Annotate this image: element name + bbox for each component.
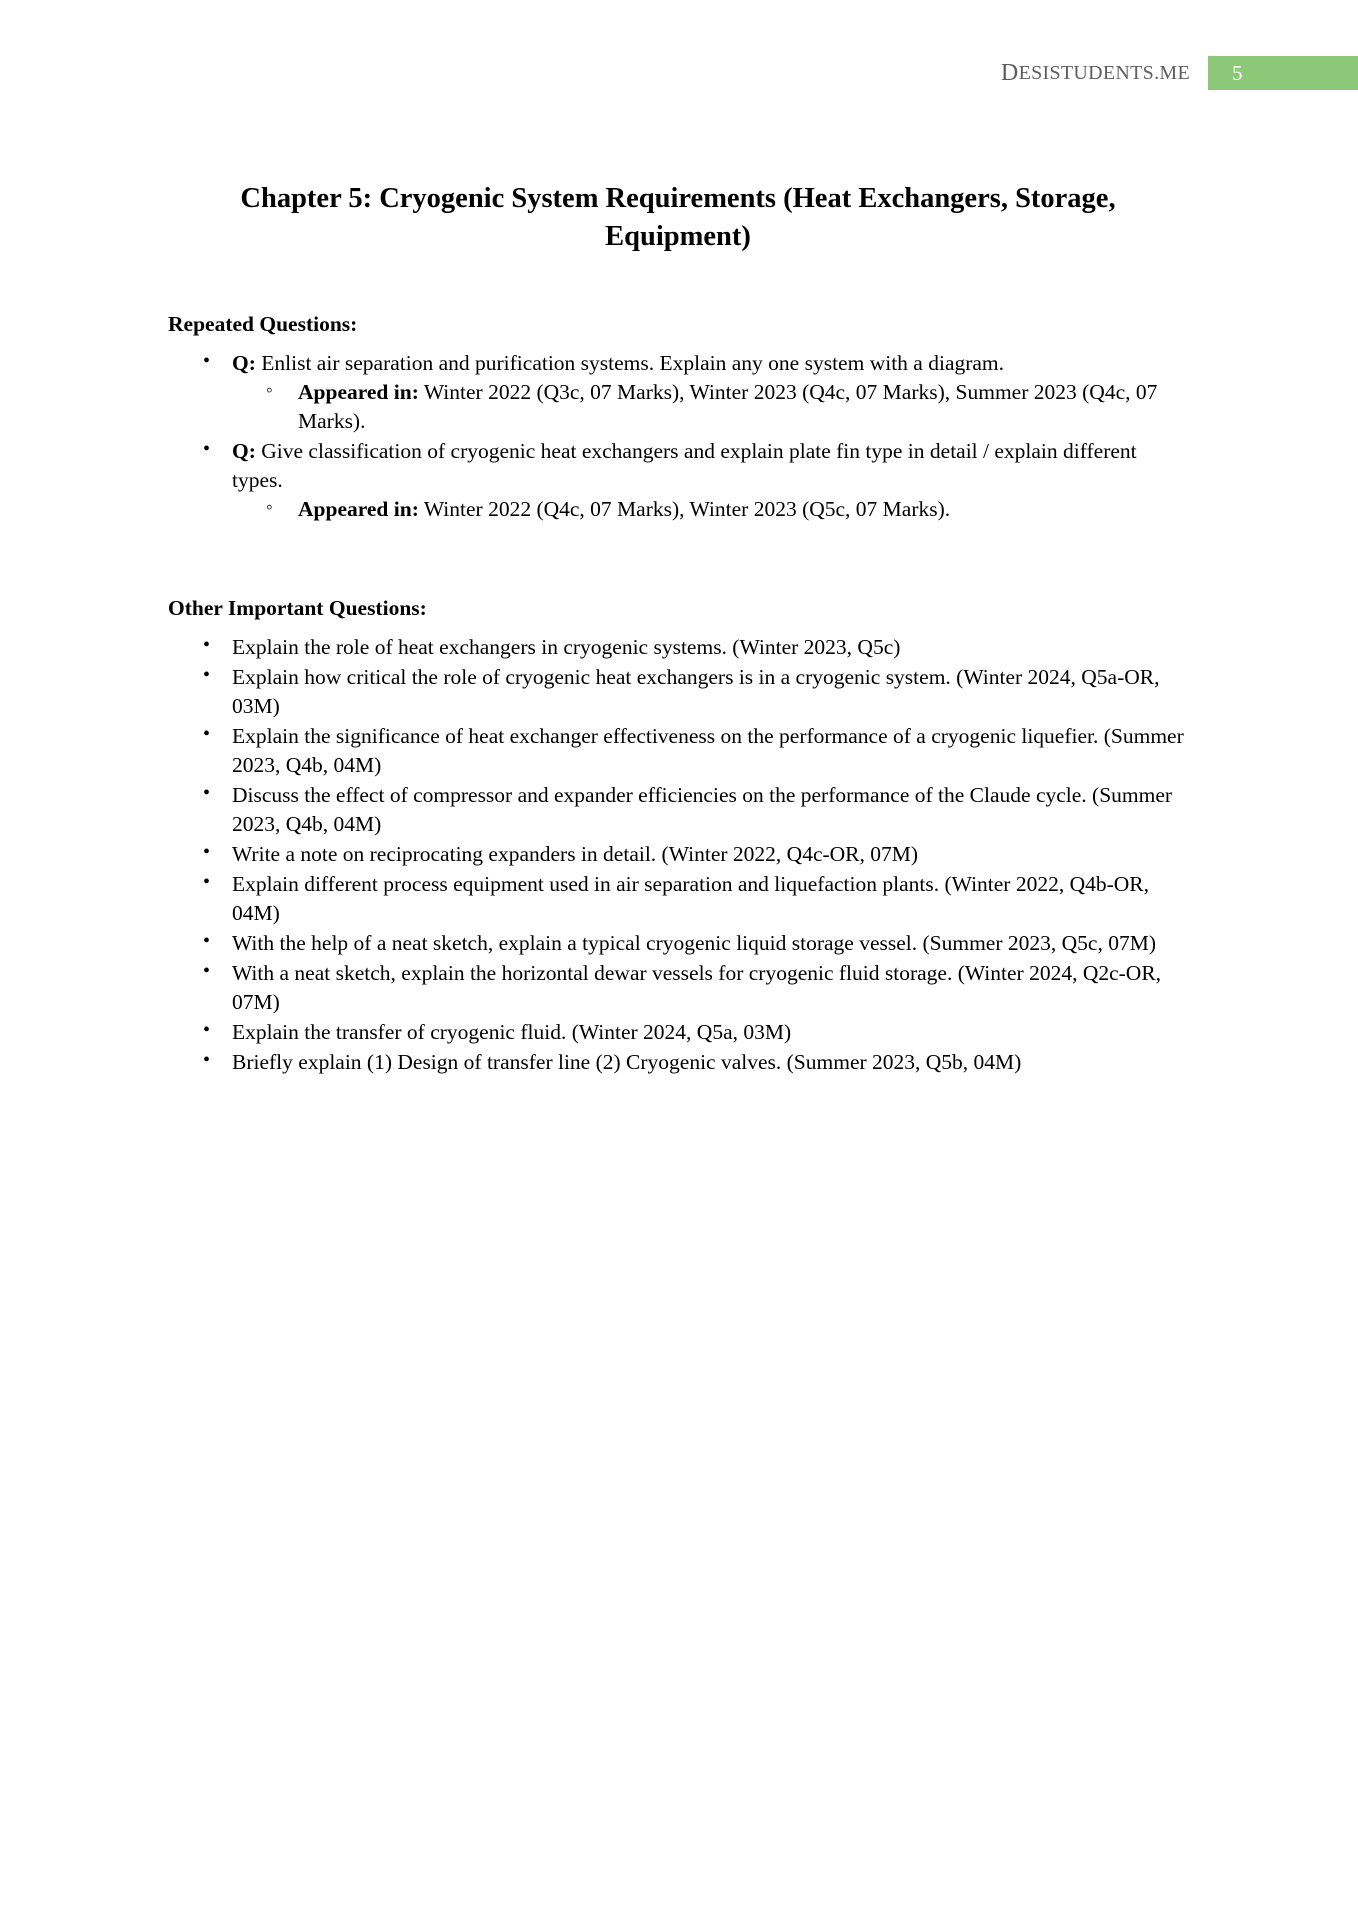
list-item — [168, 1018, 1188, 1047]
other-questions-heading: Other Important Questions: — [168, 595, 427, 620]
question-text: Explain the role of heat exchangers in cryogenic systems. (Winter 2023, Q5c) — [232, 634, 901, 659]
question-text: Explain the significance of heat exchanger effectiveness on the performance of a cryogenic liquefier. (Summer 2023, Q4b, 04M) — [232, 723, 1184, 777]
question-text: Explain how critical the role of cryogenic heat exchangers is in a cryogenic system. (Winter 2024, Q5a-OR, 03M) — [232, 664, 1160, 718]
other-questions-list — [168, 633, 1188, 1077]
list-item — [168, 840, 1188, 869]
list-item — [168, 781, 1188, 839]
question-label: Q: — [232, 438, 256, 463]
question-text: With a neat sketch, explain the horizontal dewar vessels for cryogenic fluid storage. (Winter 2024, Q2c-OR, 07M) — [232, 961, 1162, 1015]
page-header — [1001, 56, 1358, 90]
site-watermark — [1001, 56, 1208, 90]
list-item — [232, 495, 1188, 524]
page-title: Chapter 5: Cryogenic System Requirements (Heat Exchangers, Storage, Equipment) — [240, 183, 1116, 252]
appeared-in-list — [232, 495, 1188, 524]
list-item — [168, 870, 1188, 928]
list-item — [168, 929, 1188, 958]
list-item — [168, 633, 1188, 662]
list-item — [168, 959, 1188, 1017]
appeared-in-label: Appeared in: — [298, 496, 419, 521]
question-text: Explain different process equipment used in air separation and liquefaction plants. (Winter 2022, Q4b-OR, 04M) — [232, 872, 1150, 926]
list-item — [168, 1048, 1188, 1077]
question-text: Explain the transfer of cryogenic fluid. (Winter 2024, Q5a, 03M) — [232, 1020, 792, 1045]
question-text: With the help of a neat sketch, explain a typical cryogenic liquid storage vessel. (Summer 2023, Q5c, 07M) — [232, 931, 1156, 956]
question-text: Give classification of cryogenic heat exchangers and explain plate fin type in detail / explain different types. — [232, 438, 1137, 492]
question-text: Enlist air separation and purification systems. Explain any one system with a diagram. — [261, 350, 1005, 375]
list-item — [168, 349, 1188, 436]
list-item — [232, 378, 1188, 436]
site-watermark-initial: D — [1000, 59, 1019, 86]
document-body — [168, 180, 1188, 1078]
question-label: Q: — [232, 350, 256, 375]
question-text: Discuss the effect of compressor and expander efficiencies on the performance of the Claude cycle. (Summer 2023, Q4b, 04M) — [232, 782, 1173, 836]
list-item — [168, 663, 1188, 721]
list-item — [168, 437, 1188, 524]
list-item — [168, 722, 1188, 780]
page-number: 5 — [1232, 60, 1243, 85]
repeated-questions-heading: Repeated Questions: — [168, 311, 358, 336]
question-text: Write a note on reciprocating expanders in detail. (Winter 2022, Q4c-OR, 07M) — [232, 841, 919, 866]
appeared-in-label: Appeared in: — [298, 379, 419, 404]
appeared-in-text: Winter 2022 (Q3c, 07 Marks), Winter 2023 (Q4c, 07 Marks), Summer 2023 (Q4c, 07 Marks). — [298, 379, 1158, 433]
appeared-in-list — [232, 378, 1188, 436]
appeared-in-text: Winter 2022 (Q4c, 07 Marks), Winter 2023 (Q5c, 07 Marks). — [423, 496, 951, 521]
page-number-badge — [1208, 56, 1358, 90]
repeated-questions-list — [168, 349, 1188, 524]
question-text: Briefly explain (1) Design of transfer line (2) Cryogenic valves. (Summer 2023, Q5b, 04M) — [232, 1050, 1022, 1075]
site-watermark-name: ESISTUDENTS.ME — [1018, 61, 1190, 84]
